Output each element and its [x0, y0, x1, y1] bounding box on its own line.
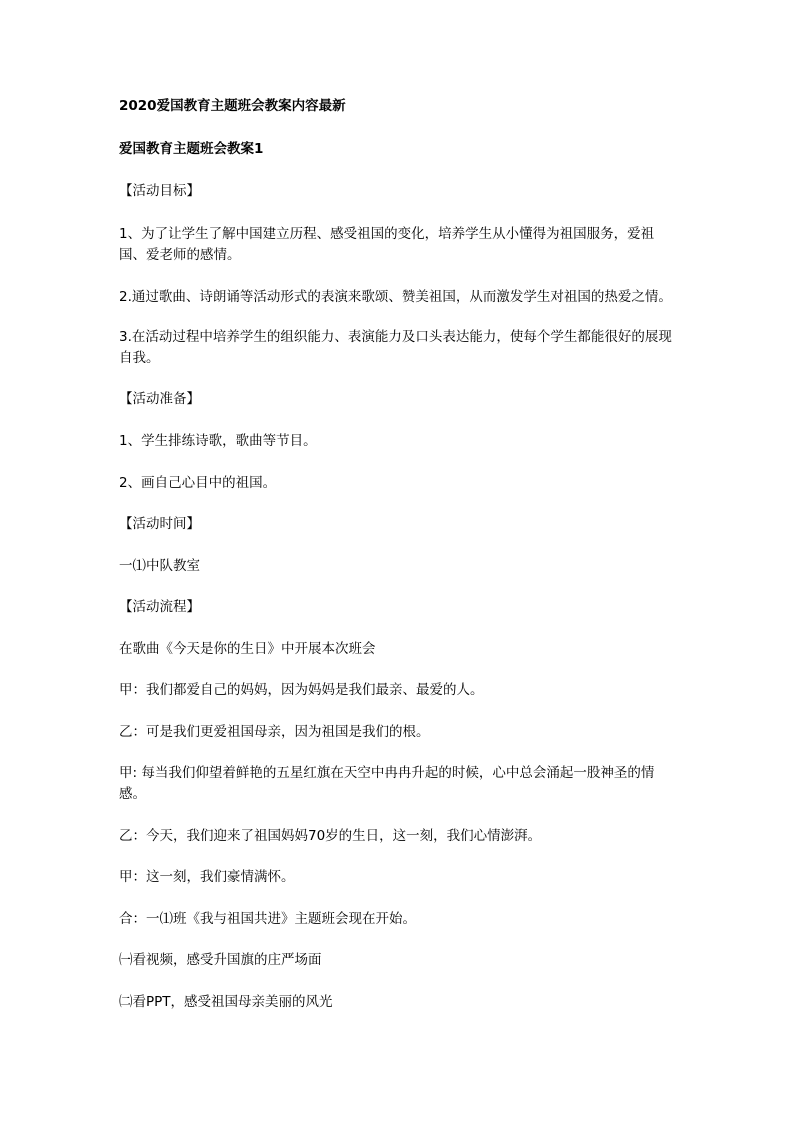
- paragraph: 乙：今天，我们迎来了祖国妈妈70岁的生日，这一刻，我们心情澎湃。: [119, 828, 542, 844]
- section-heading-process: 【活动流程】: [119, 599, 200, 615]
- paragraph: 2、画自己心目中的祖国。: [119, 475, 277, 491]
- section-heading-goals: 【活动目标】: [119, 183, 200, 199]
- paragraph: 在歌曲《今天是你的生日》中开展本次班会: [119, 641, 376, 657]
- paragraph: 1、学生排练诗歌，歌曲等节目。: [119, 433, 317, 449]
- paragraph: ㈡看PPT，感受祖国母亲美丽的风光: [119, 994, 333, 1010]
- paragraph: 2.通过歌曲、诗朗诵等活动形式的表演来歌颂、赞美祖国，从而激发学生对祖国的热爱之情。: [119, 289, 672, 305]
- paragraph: 甲: 每当我们仰望着鲜艳的五星红旗在天空中冉冉升起的时候，心中总会涌起一股神圣的情感。: [119, 765, 655, 802]
- paragraph: 一⑴中队教室: [119, 558, 200, 574]
- paragraph: 乙：可是我们更爱祖国母亲，因为祖国是我们的根。: [119, 724, 430, 740]
- paragraph: 1、为了让学生了解中国建立历程、感受祖国的变化，培养学生从小懂得为祖国服务，爱祖国、爱老师的感情。: [119, 226, 655, 263]
- paragraph: 甲：我们都爱自己的妈妈，因为妈妈是我们最亲、最爱的人。: [119, 682, 484, 698]
- paragraph: ㈠看视频，感受升国旗的庄严场面: [119, 952, 322, 968]
- section-heading-time: 【活动时间】: [119, 516, 200, 532]
- document-subtitle: 爱国教育主题班会教案1: [119, 141, 264, 157]
- paragraph: 合：一⑴班《我与祖国共进》主题班会现在开始。: [119, 911, 416, 927]
- paragraph: 甲：这一刻，我们豪情满怀。: [119, 869, 295, 885]
- section-heading-preparation: 【活动准备】: [119, 391, 200, 407]
- document-title: 2020爱国教育主题班会教案内容最新: [119, 98, 346, 114]
- paragraph: 3.在活动过程中培养学生的组织能力、表演能力及口头表达能力，使每个学生都能很好的展现自我。: [119, 329, 672, 366]
